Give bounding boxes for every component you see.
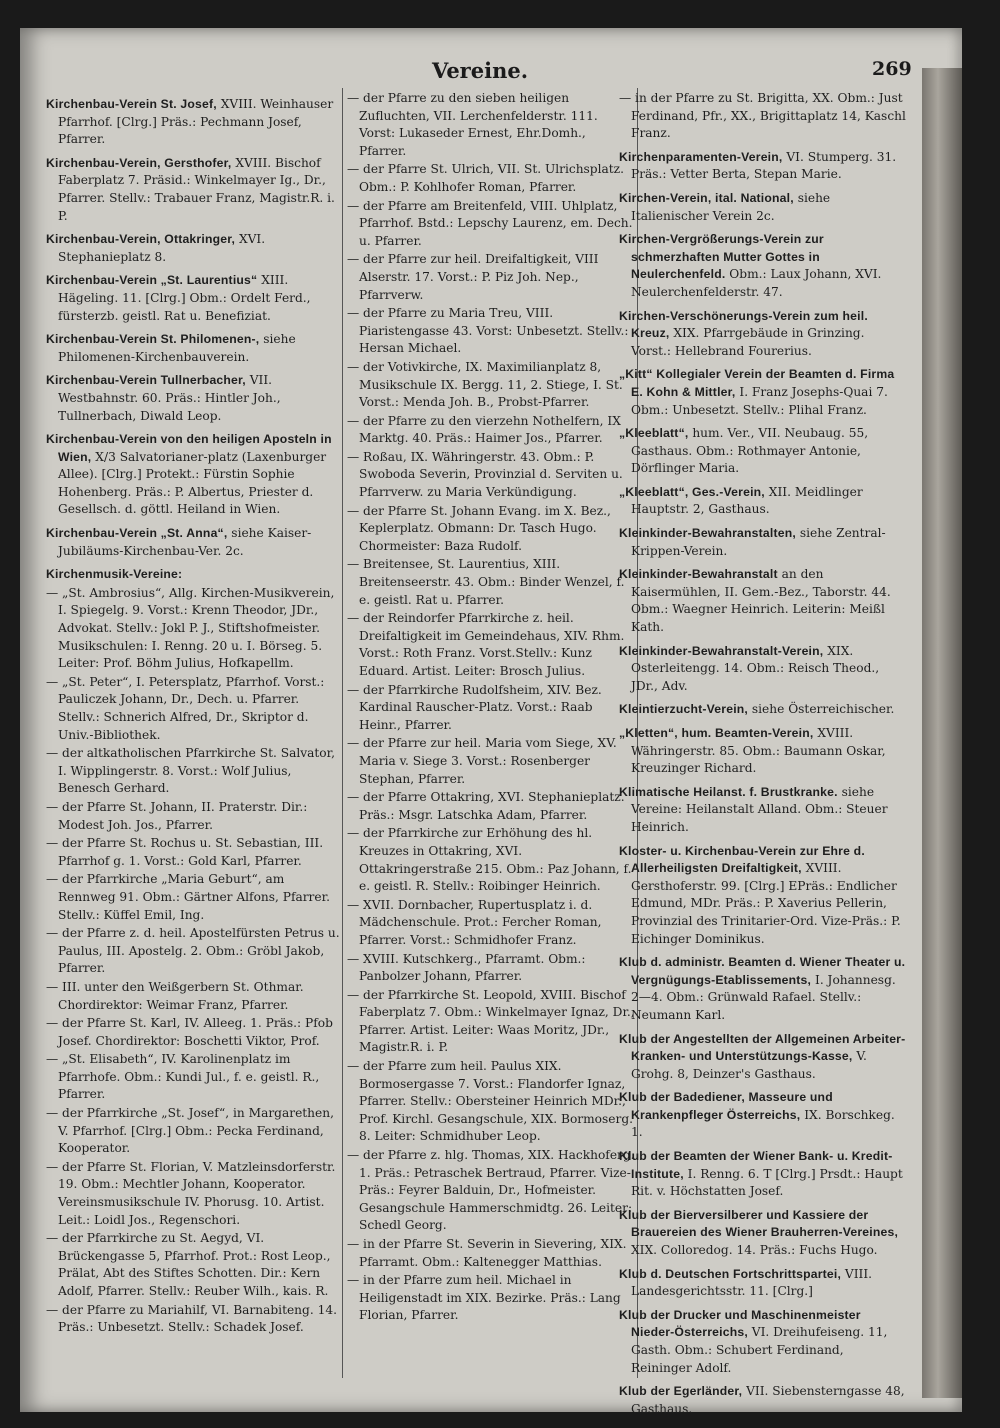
directory-entry [619,366,907,419]
directory-entry [619,1307,907,1377]
entry-text: an den Kaisermühlen, II. Gem.-Bez., Taborstr. 44. Obm.: Waegner Heinrich. Leiterin: Meißl Kath. [631,567,891,635]
entry-text: IX. Borschkeg. 1. [631,1107,895,1140]
entry-text: VIII. Landesgerichtsstr. 11. [Clrg.] [631,1266,873,1299]
entry-text: — der Pfarrkirche St. Leopold, XVIII. Bischof Faberplatz 7. Obm.: Winkelmayer Ignaz, Dr., Pfarrer. Artist. Leiter: Waas Moritz, JDr., Magistr.R. i. P. [347,987,635,1055]
directory-entry [347,1272,635,1325]
entry-heading: Klub d. administr. Beamten d. Wiener Theater u. Vergnügungs-Etablissements, [619,955,906,987]
entry-text: XVIII. Währingerstr. 85. Obm.: Baumann Oskar, Kreuzinger Richard. [631,726,886,776]
entry-text: — der Pfarrkirche „St. Josef“, in Margarethen, V. Pfarrhof. [Clrg.] Obm.: Pecka Ferdinand, Kooperator. [46,1106,334,1156]
entry-text: — Roßau, IX. Währingerstr. 43. Obm.: P. Swoboda Severin, Provinzial d. Serviten u. Pfarrverw. zu Maria Verkündigung. [347,449,623,500]
column-right [619,90,907,1416]
entry-text: — der altkatholischen Pfarrkirche St. Salvator, I. Wipplingerstr. 8. Vorst.: Wolf Julius, Benesch Gerhard. [46,746,335,796]
directory-entry [46,799,341,834]
directory-entry [46,1302,341,1337]
directory-entry [347,198,635,251]
entry-text: — der Pfarre zu den vierzehn Nothelfern, IX Marktg. 40. Präs.: Haimer Jos., Pfarrer. [347,413,621,446]
page-number: 269 [872,58,912,80]
directory-entry [46,835,341,870]
entry-text: — der Pfarre zur heil. Maria vom Siege, XV. Maria v. Siege 3. Vorst.: Rosenberger Stephan, Pfarrer. [347,736,617,786]
entry-text: — der Pfarre St. Johann, II. Praterstr. Dir.: Modest Joh. Jos., Pfarrer. [46,799,308,832]
directory-entry [46,272,341,325]
directory-entry [347,413,635,448]
directory-entry [619,954,907,1024]
entry-text: — der Pfarre zu den sieben heiligen Zufluchten, VII. Lerchenfelderstr. 111. Vorst: Lukaseder Ernest, Ehr.Domh., Pfarrer. [347,91,598,158]
directory-entry [619,725,907,778]
directory-entry [347,987,635,1057]
entry-text: — der Pfarre am Breitenfeld, VIII. Uhlplatz, Pfarrhof. Bstd.: Lepschy Laurenz, em. Dech. u. Pfarrer. [347,198,633,248]
entry-heading: Klub der Badediener, Masseure und Krankenpfleger Österreichs, [619,1090,833,1122]
entry-text: — der Pfarre z. d. heil. Apostelfürsten Petrus u. Paulus, III. Apostelg. 2. Obm.: Gröbl Jakob, Pfarrer. [46,926,340,976]
entry-text: siehe Italienischer Verein 2c. [631,190,831,223]
entry-text: — der Pfarre St. Johann Evang. im X. Bez., Keplerplatz. Obmann: Dr. Tasch Hugo. Chormeister: Baza Rudolf. [347,503,611,553]
directory-entry [347,1147,635,1235]
entry-text: XIX. Osterleitengg. 14. Obm.: Reisch Theod., JDr., Adv. [631,643,880,693]
entry-text: — Breitensee, St. Laurentius, XIII. Breitenseerstr. 43. Obm.: Binder Wenzel, f. e. geistl. Rat u. Pfarrer. [347,557,625,607]
entry-text: XIX. Colloredog. 14. Präs.: Fuchs Hugo. [631,1243,878,1258]
entry-text: — der Votivkirche, IX. Maximilianplatz 8, Musikschule IX. Bergg. 11, 2. Stiege, I. St. Vorst.: Menda Joh. B., Probst-Pfarrer. [347,359,623,410]
directory-entry [46,1230,341,1300]
directory-entry [619,1031,907,1084]
entry-text: — der Pfarre Ottakring, XVI. Stephanieplatz. Präs.: Msgr. Latschka Adam, Pfarrer. [347,790,625,822]
entry-text: — der Pfarre St. Florian, V. Matzleinsdorferstr. 19. Obm.: Mechtler Johann, Kooperator. Vereinsmusikschule IV. Phorusg. 10. Artist. Leit.: Loidl Jos., Regenschori. [46,1159,336,1227]
entry-text: — der Pfarre St. Karl, IV. Alleeg. 1. Präs.: Pfob Josef. Chordirektor: Boschetti Viktor, Prof. [46,1016,333,1048]
directory-entry [46,331,341,366]
entry-heading: „Kitt“ Kollegialer Verein der Beamten d. Firma E. Kohn & Mittler, [619,367,895,399]
directory-entry [619,425,907,478]
entry-heading: Kleintierzucht-Verein, [619,702,749,717]
entry-heading: Klub d. Deutschen Fortschrittspartei, [619,1266,842,1281]
directory-entry [46,231,341,266]
directory-entry [347,735,635,788]
entry-heading: Kirchen-Verein, ital. National, [619,190,794,205]
directory-entry [347,161,635,196]
directory-entry [619,566,907,636]
entry-text: siehe Zentral-Krippen-Verein. [631,526,886,558]
entry-text: — der Pfarrkirche Rudolfsheim, XIV. Bez. Kardinal Rauscher-Platz. Vorst.: Raab Heinr., Pfarrer. [347,682,602,732]
entry-text: VII. Westbahnstr. 60. Präs.: Hintler Joh., Tullnerbach, Diwald Leop. [58,373,281,423]
entry-heading: „Kleeblatt“, [619,426,689,441]
column-left [46,90,341,1390]
directory-entry [619,1089,907,1142]
entry-text: — in der Pfarre zu St. Brigitta, XX. Obm.: Just Ferdinand, Pfr., XX., Brigittaplatz 14, Kaschl Franz. [619,91,906,141]
entry-text: VI. Dreihufeiseng. 11, Gasth. Obm.: Schubert Ferdinand, Reininger Adolf. [631,1325,888,1375]
entry-heading: „Kleeblatt“, Ges.-Verein, [619,484,765,499]
directory-entry [619,843,907,949]
entry-heading: Klub der Egerländer, [619,1384,743,1399]
directory-entry [46,372,341,425]
directory-entry [46,745,341,798]
entry-heading: Kleinkinder-Bewahranstalt [619,567,778,582]
entry-text: — der Pfarrkirche „Maria Geburt“, am Rennweg 91. Obm.: Gärtner Alfons, Pfarrer. Stellv.: Küffel Emil, Ing. [46,872,330,922]
directory-entry [619,643,907,696]
entry-heading: Klub der Drucker und Maschinenmeister Nieder-Österreichs, [619,1307,861,1340]
directory-entry [46,1015,341,1050]
directory-entry [46,979,341,1014]
entry-text: XVIII. Gersthoferstr. 99. [Clrg.] EPräs.: Endlicher Edmund, MDr. Präs.: P. Xaverius Pellerin, Provinzial des Trinitarier-Ord. Vize-Präs.: P. Eichinger Dominikus. [631,861,901,946]
directory-entry [347,449,635,502]
entry-text: XIII. Hägeling. 11. [Clrg.] Obm.: Ordelt Ferd., fürsterzb. geistl. Rat u. Benefiziat. [58,273,311,323]
directory-entry [347,789,635,824]
entry-text: — der Pfarre St. Ulrich, VII. St. Ulrichsplatz. Obm.: P. Kohlhofer Roman, Pfarrer. [347,162,624,194]
directory-entry [619,231,907,301]
directory-entry [619,149,907,184]
entry-heading: Kirchenbau-Verein Tullnerbacher, [46,373,246,388]
entry-heading: Klimatische Heilanst. f. Brustkranke. [619,784,838,799]
entry-text: XVIII. Bischof Faberplatz 7. Präsid.: Winkelmayer Ig., Dr., Pfarrer. Stellv.: Trabauer Franz, Magistr.R. i. P. [58,155,335,223]
entry-text: — der Pfarre zum heil. Paulus XIX. Bormosergasse 7. Vorst.: Flandorfer Ignaz, Pfarrer. Stellv.: Obersteiner Heinrich MDr., Prof. Kirchl. Gesangschule, XIX. Bormoserg. 8. Leiter: Schmidhuber Leop. [347,1059,633,1144]
entry-heading: Kirchen-Verschönerungs-Verein zum heil. Kreuz, [619,308,868,341]
entry-text: — „St. Elisabeth“, IV. Karolinenplatz im Pfarrhofe. Obm.: Kundi Jul., f. e. geistl. R., Pfarrer. [46,1052,320,1102]
entry-text: VI. Stumperg. 31. Präs.: Vetter Berta, Stepan Marie. [631,149,897,182]
entry-text: siehe Kaiser-Jubiläums-Kirchenbau-Ver. 2c. [58,526,312,558]
entry-text: Obm.: Laux Johann, XVI. Neulerchenfelderstr. 47. [631,267,882,299]
directory-entry [46,155,341,225]
directory-entry [619,525,907,560]
entry-text: — der Pfarre zur heil. Dreifaltigkeit, VIII Alserstr. 17. Vorst.: P. Piz Joh. Nep., Pfarrverw. [347,252,599,302]
entry-text: — XVII. Dornbacher, Rupertusplatz i. d. Mädchenschule. Prot.: Fercher Roman, Pfarrer. Vorst.: Schmidhofer Franz. [347,897,602,947]
entry-text: — in der Pfarre zum heil. Michael in Heiligenstadt im XIX. Bezirke. Präs.: Lang Florian, Pfarrer. [347,1273,621,1323]
entry-heading: Klub der Angestellten der Allgemeinen Arbeiter-Kranken- und Unterstützungs-Kasse, [619,1031,906,1064]
entry-text: XII. Meidlinger Hauptstr. 2, Gasthaus. [631,484,863,517]
entry-heading: Klub der Bierversilberer und Kassiere der Brauereien des Wiener Brauherren-Vereines, [619,1207,899,1240]
book-page [20,28,962,1416]
directory-entry [619,484,907,519]
entry-text: — XVIII. Kutschkerg., Pfarramt. Obm.: Panbolzer Johann, Pfarrer. [347,951,586,984]
entry-text: — „St. Peter“, I. Petersplatz, Pfarrhof. Vorst.: Pauliczek Johann, Dr., Dech. u. Pfarrer. Stellv.: Schnerich Alfred, Dr., Skriptor d. Univ.-Bibliothek. [46,674,325,742]
column-middle [347,90,635,1390]
column-rule [342,88,343,1378]
directory-entry [619,1207,907,1260]
directory-entry [347,90,635,160]
entry-text: siehe Philomenen-Kirchenbauverein. [58,332,296,364]
entry-text: XVIII. Weinhauser Pfarrhof. [Clrg.] Präs.: Pechmann Josef, Pfarrer. [58,97,334,147]
entry-heading: Kloster- u. Kirchenbau-Verein zur Ehre d. Allerheiligsten Dreifaltigkeit, [619,843,865,876]
directory-entry [46,585,341,673]
directory-entry [46,525,341,560]
directory-entry [347,503,635,556]
entry-heading: Kirchenmusik-Vereine: [46,567,183,582]
entry-text: — der Pfarre zu Mariahilf, VI. Barnabiteng. 14. Präs.: Unbesetzt. Stellv.: Schadek Josef. [46,1302,337,1335]
page-title: Vereine. [431,58,529,83]
entry-text: — der Reindorfer Pfarrkirche z. heil. Dreifaltigkeit im Gemeindehaus, XIV. Rhm. Vorst.: Roth Franz. Vorst.Stellv.: Kunz Eduard. Artist. Leiter: Brosch Julius. [347,611,625,678]
entry-text: VII. Siebensterngasse 48, Gasthaus. [631,1384,905,1416]
directory-entry [347,897,635,950]
entry-text: — der Pfarrkirche zur Erhöhung des hl. Kreuzes in Ottakring, XVI. Ottakringerstraße 215. Obm.: Paz Johann, f. e. geistl. R. Stellv.: Roibinger Heinrich. [347,826,632,894]
entry-heading: Kirchenbau-Verein St. Philomenen-, [46,332,260,347]
directory-entry [347,305,635,358]
directory-entry [347,682,635,735]
entry-text: — „St. Ambrosius“, Allg. Kirchen-Musikverein, I. Spiegelg. 9. Vorst.: Krenn Theodor, JDr., Advokat. Stellv.: Jokl P. J., Stiftshofmeister. Musikschulen: I. Renng. 20 u. I. Börseg. 5. Leiter: Prof. Böhm Julius, Hofkapellm. [46,585,335,671]
directory-entry [46,1105,341,1158]
entry-text: X/3 Salvatorianer-platz (Laxenburger Allee). [Clrg.] Protekt.: Fürstin Sophie Hohenberg. Präs.: P. Albertus, Priester d. Gesellsch. d. göttl. Heiland in Wien. [58,449,327,517]
directory-entry [619,1266,907,1301]
entry-heading: Kirchenbau-Verein, Gersthofer, [46,155,232,170]
directory-entry [347,1058,635,1146]
entry-heading: Kirchen-Vergrößerungs-Verein zur schmerzhaften Mutter Gottes in Neulerchenfeld. [619,232,824,282]
entry-text: — der Pfarre St. Rochus u. St. Sebastian, III. Pfarrhof g. 1. Vorst.: Gold Karl, Pfarrer. [46,836,324,868]
directory-entry [347,251,635,304]
entry-heading: Kirchenbau-Verein von den heiligen Aposteln in Wien, [46,432,332,464]
entry-heading: Kirchenparamenten-Verein, [619,149,783,164]
entry-heading: Kleinkinder-Bewahranstalt-Verein, [619,643,824,658]
entry-text: hum. Ver., VII. Neubaug. 55, Gasthaus. Obm.: Rothmayer Antonie, Dörflinger Maria. [631,426,869,476]
entry-text: — III. unter den Weißgerbern St. Othmar. Chordirektor: Weimar Franz, Pfarrer. [46,979,304,1012]
directory-entry [347,1236,635,1271]
entry-heading: Kirchenbau-Verein „St. Laurentius“ [46,273,258,288]
entry-text: XVI. Stephanieplatz 8. [58,232,266,264]
directory-entry [46,674,341,744]
directory-entry [619,701,907,719]
entry-heading: Kirchenbau-Verein St. Josef, [46,97,217,111]
entry-text: V. Grohg. 8, Deinzer's Gasthaus. [631,1049,867,1081]
entry-text: — der Pfarre zu Maria Treu, VIII. Piaristengasse 43. Vorst: Unbesetzt. Stellv.: Hersan Michael. [347,306,629,356]
directory-entry [46,566,341,584]
entry-heading: Kirchenbau-Verein „St. Anna“, [46,526,228,541]
directory-entry [619,90,907,143]
directory-entry [619,190,907,225]
directory-entry [347,825,635,895]
directory-entry [347,610,635,680]
directory-entry [619,1148,907,1201]
directory-entry [347,556,635,609]
entry-text: I. Renng. 6. T [Clrg.] Prsdt.: Haupt Rit. v. Höchstatten Josef. [631,1166,903,1199]
entry-heading: Klub der Beamten der Wiener Bank- u. Kredit-Institute, [619,1149,893,1181]
page-header [20,58,962,88]
directory-entry [46,925,341,978]
entry-text: I. Johannesg. 2—4. Obm.: Grünwald Rafael. Stellv.: Neumann Karl. [631,972,896,1022]
directory-entry [46,1159,341,1229]
directory-entry [46,96,341,149]
entry-heading: Kleinkinder-Bewahranstalten, [619,526,796,541]
entry-text: XIX. Pfarrgebäude in Grinzing. Vorst.: Hellebrand Fourerius. [631,326,865,358]
directory-entry [619,1383,907,1418]
directory-entry [347,951,635,986]
directory-entry [619,308,907,361]
directory-entry [46,431,341,519]
directory-entry [347,359,635,412]
directory-entry [46,1051,341,1104]
entry-text: — der Pfarrkirche zu St. Aegyd, VI. Brückengasse 5, Pfarrhof. Prot.: Rost Leop., Prälat, Abt des Stiftes Schotten. Dir.: Kern Adolf, Pfarrer. Stellv.: Reuber Wilh., kais. R. [46,1231,331,1298]
page-edge [922,68,962,1398]
entry-text: — in der Pfarre St. Severin in Sievering, XIX. Pfarramt. Obm.: Kaltenegger Matthias. [347,1237,627,1269]
entry-text: — der Pfarre z. hlg. Thomas, XIX. Hackhoferg. 1. Präs.: Petraschek Bertraud, Pfarrer. Vize-Präs.: Feyrer Balduin, Dr., Hofmeister. Gesangschule Hammerschmidtg. 26. Leiter: Schedl Georg. [347,1148,635,1233]
entry-text: siehe Vereine: Heilanstalt Alland. Obm.: Steuer Heinrich. [631,784,888,834]
entry-heading: „Kletten“, hum. Beamten-Verein, [619,726,814,740]
entry-text: I. Franz Josephs-Quai 7. Obm.: Unbesetzt. Stellv.: Plihal Franz. [631,384,888,417]
entry-text: siehe Österreichischer. [748,702,895,717]
entry-heading: Kirchenbau-Verein, Ottakringer, [46,232,236,247]
directory-entry [619,784,907,837]
directory-entry [46,871,341,924]
